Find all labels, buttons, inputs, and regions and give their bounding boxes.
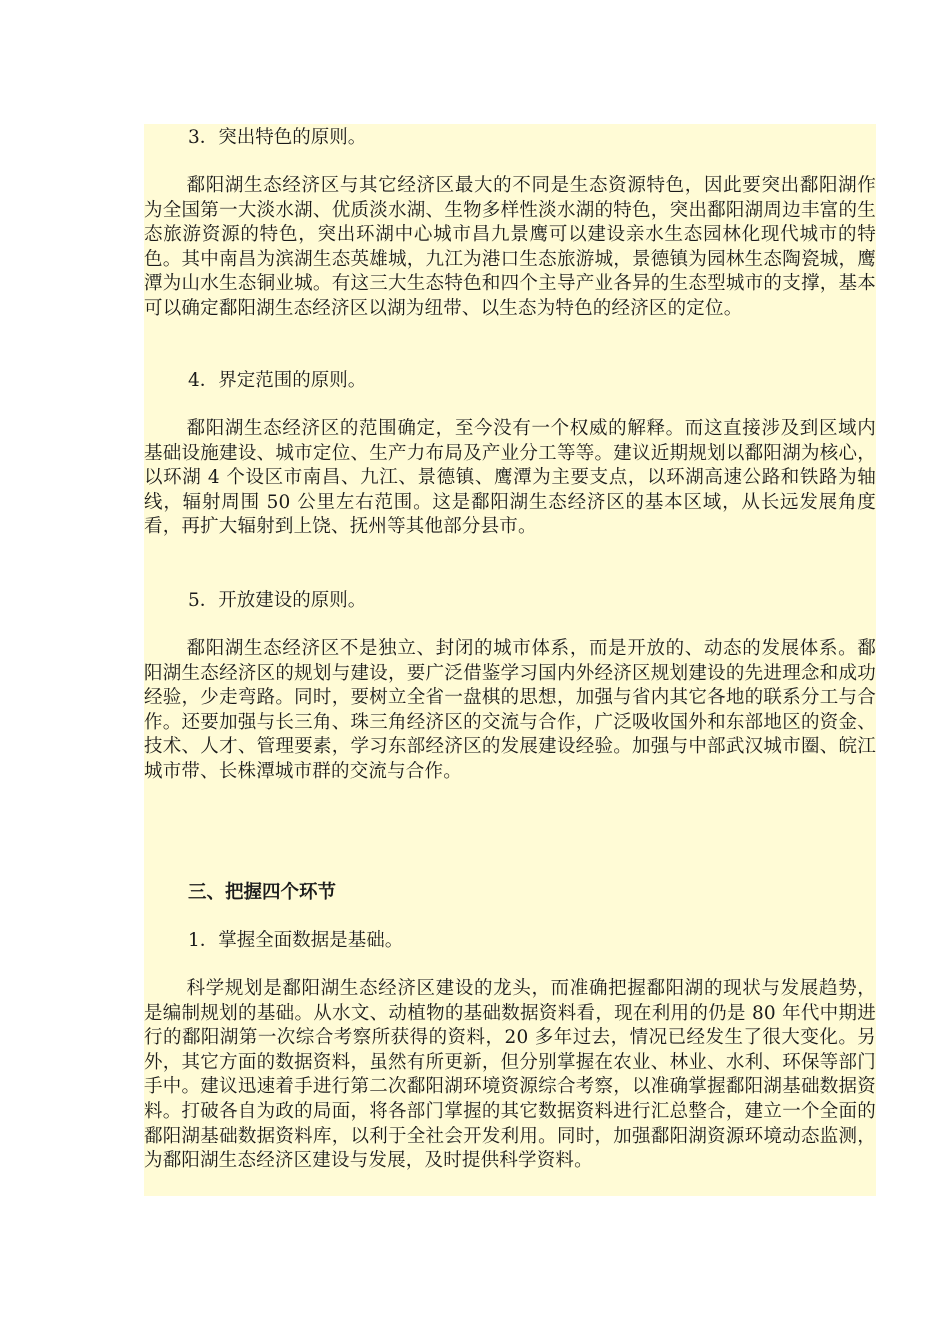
section-item-3-title: 3．突出特色的原则。 xyxy=(188,127,367,148)
section-item-5-title: 5．开放建设的原则。 xyxy=(188,590,367,611)
section-item-4-title: 4．界定范围的原则。 xyxy=(188,370,367,391)
section-item-1-body: 科学规划是鄱阳湖生态经济区建设的龙头，而准确把握鄱阳湖的现状与发展趋势，是编制规划的基础。从水文、动植物的基础数据资料看，现在利用的仍是 80 年代中期进行的鄱阳湖第一次综合考察所获得的资料，20 多年过去，情况已经发生了很大变化。另外，其它方面的数据资料，虽然有所更新，但分别掌握在农业、林业、水利、环保等部门手中。建议迅速着手进行第二次鄱阳湖环境资源综合考察，以准确掌握鄱阳湖基础数据资料。打破各自为政的局面，将各部门掌握的其它数据资料进行汇总整合，建立一个全面的鄱阳湖基础数据资料库，以利于全社会开发利用。同时，加强鄱阳湖资源环境动态监测，为鄱阳湖生态经济区建设与发展，及时提供科学资料。 xyxy=(144,978,876,1172)
section-item-1-title: 1．掌握全面数据是基础。 xyxy=(188,930,404,951)
section-item-5-body: 鄱阳湖生态经济区不是独立、封闭的城市体系，而是开放的、动态的发展体系。鄱阳湖生态经济区的规划与建设，要广泛借鉴学习国内外经济区规划建设的先进理念和成功经验，少走弯路。同时，要树立全省一盘棋的思想，加强与省内其它各地的联系分工与合作。还要加强与长三角、珠三角经济区的交流与合作，广泛吸收国外和东部地区的资金、技术、人才、管理要素，学习东部经济区的发展建设经验。加强与中部武汉城市圈、皖江城市带、长株潭城市群的交流与合作。 xyxy=(144,638,876,782)
section-heading-three: 三、把握四个环节 xyxy=(188,882,337,903)
section-item-3-body: 鄱阳湖生态经济区与其它经济区最大的不同是生态资源特色，因此要突出鄱阳湖作为全国第一大淡水湖、优质淡水湖、生物多样性淡水湖的特色，突出鄱阳湖周边丰富的生态旅游资源的特色，突出环湖中心城市昌九景鹰可以建设亲水生态园林化现代城市的特色。其中南昌为滨湖生态英雄城，九江为港口生态旅游城，景德镇为园林生态陶瓷城，鹰潭为山水生态铜业城。有这三大生态特色和四个主导产业各异的生态型城市的支撑，基本可以确定鄱阳湖生态经济区以湖为纽带、以生态为特色的经济区的定位。 xyxy=(144,175,876,319)
section-item-4-body: 鄱阳湖生态经济区的范围确定，至今没有一个权威的解释。而这直接涉及到区域内基础设施建设、城市定位、生产力布局及产业分工等等。建议近期规划以鄱阳湖为核心，以环湖 4 个设区市南昌、九江、景德镇、鹰潭为主要支点，以环湖高速公路和铁路为轴线，辐射周围 50 公里左右范围。这是鄱阳湖生态经济区的基本区域，从长远发展角度看，再扩大辐射到上饶、抚州等其他部分县市。 xyxy=(144,418,876,538)
